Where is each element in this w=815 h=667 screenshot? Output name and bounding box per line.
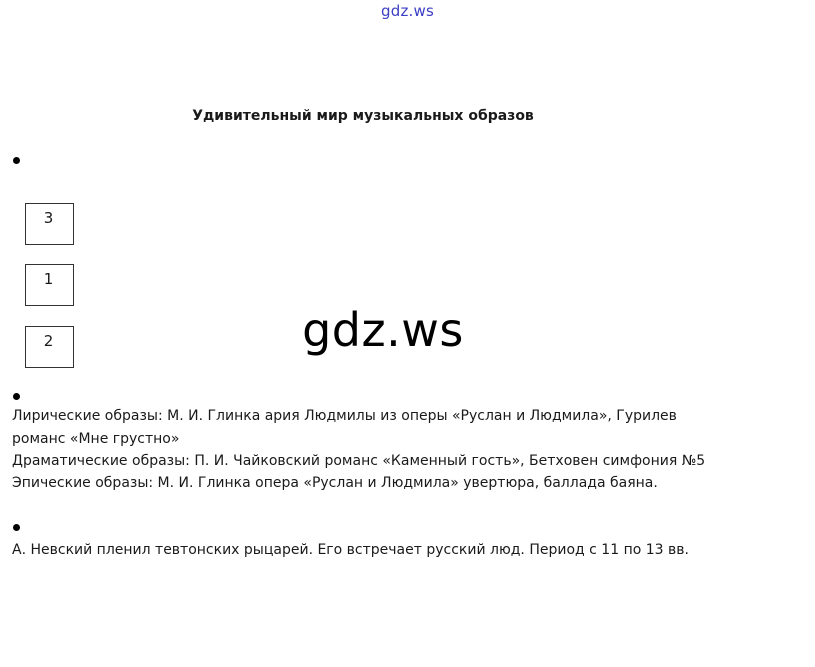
text-line: Драматические образы: П. И. Чайковский романс «Каменный гость», Бетховен симфония №5 — [12, 453, 706, 469]
bullet-icon — [12, 157, 22, 167]
site-link[interactable]: gdz.ws — [381, 2, 434, 20]
page-title: Удивительный мир музыкальных образов — [192, 108, 534, 124]
answer-box-3: 2 — [25, 326, 74, 368]
bullet-icon — [12, 524, 22, 534]
text-line: А. Невский пленил тевтонских рыцарей. Его встречает русский люд. Период с 11 по 13 вв. — [12, 542, 689, 558]
answer-box-1: 3 — [25, 203, 74, 245]
text-line: Лирические образы: М. И. Глинка ария Людмилы из оперы «Руслан и Людмила», Гурилев — [12, 408, 677, 424]
bullet-icon — [12, 393, 22, 403]
answer-box-2: 1 — [25, 264, 74, 306]
text-line: романс «Мне грустно» — [12, 431, 180, 447]
text-line: Эпические образы: М. И. Глинка опера «Руслан и Людмила» увертюра, баллада баяна. — [12, 475, 658, 491]
watermark-text: gdz.ws — [302, 303, 464, 357]
